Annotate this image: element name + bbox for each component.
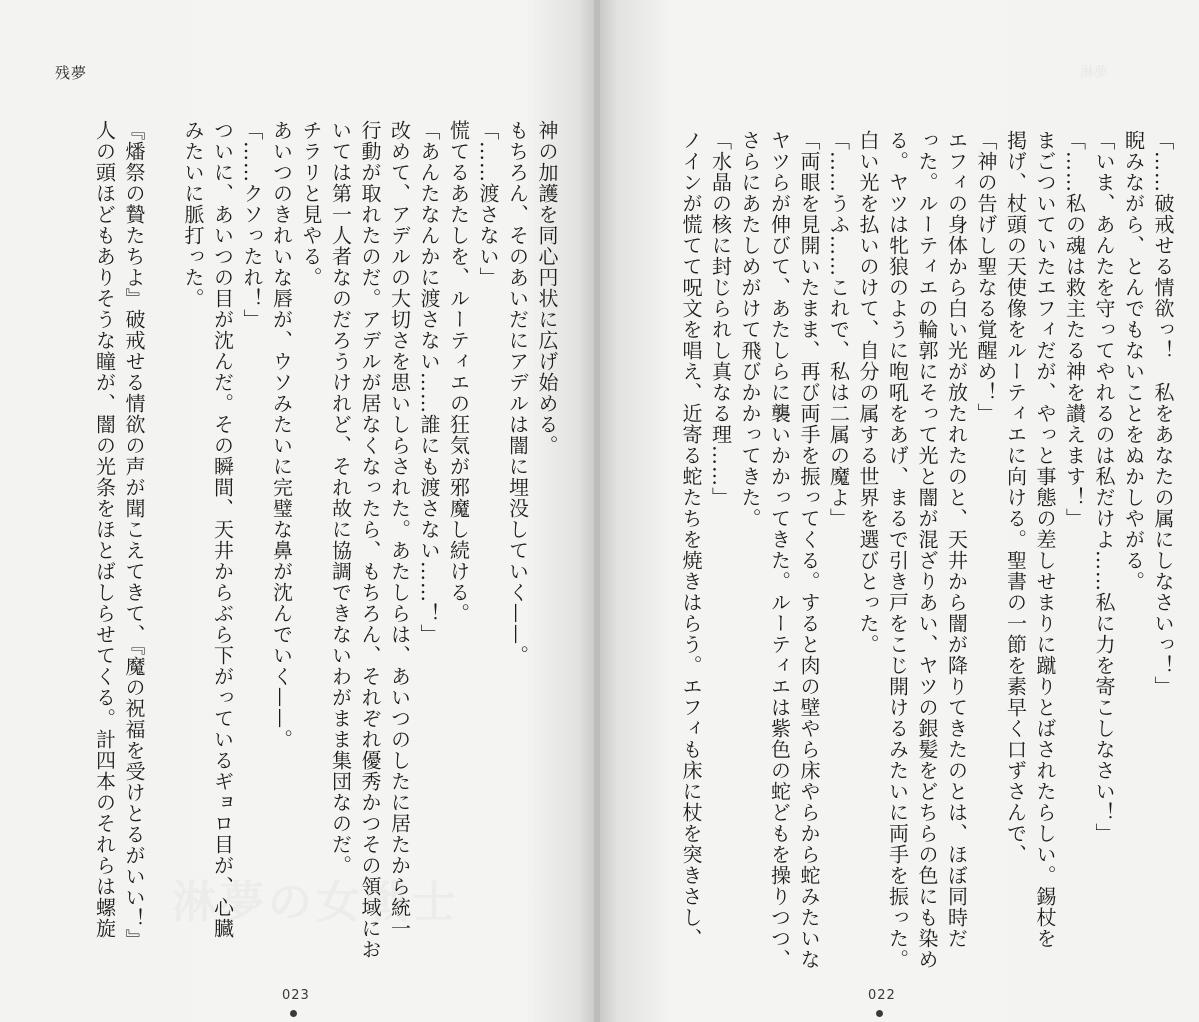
text-line: 掲げ、杖頭の天使像をルーティエに向ける。聖書の一節を素早く口ずさんで、 [1003, 130, 1028, 865]
text-line: 「両眼を見開いたまま、再び両手を振ってくる。すると肉の壁やら床やらから蛇みたいな [797, 130, 821, 970]
text-line: 人の頭ほどもありそうな瞳が、闇の光条をほとばしらせてくる。計四本のそれらは螺旋 [92, 120, 117, 939]
text-line: 白い光を払いのけて、自分の属する世界を選びとった。 [856, 130, 880, 655]
text-line: 睨みながら、とんでもないことをぬかしやがる。 [1121, 130, 1146, 592]
text-line: 神の加護を同心円状に広げ始める。 [535, 120, 559, 456]
text-line: 「いま、あんたを守ってやれるのは私だけよ……私に力を寄こしなさい！」 [1092, 130, 1116, 844]
text-line: ノインが慌てて呪文を唱え、近寄る蛇たちを焼きはらう。エフィも床に杖を突きさし、 [679, 130, 703, 949]
text-line: る。ヤツは牝狼のように咆吼をあげ、まるで引き戸をこじ開けるみたいに両手を振った。 [885, 130, 910, 970]
right-page [600, 0, 1199, 1022]
text-line: 行動が取れたのだ。アデルが居なくなったら、もちろん、それぞれ優秀かつその領域にお [358, 120, 382, 960]
text-line: 「……渡さない」 [476, 120, 500, 288]
text-line: 「……うふ……これで、私は二属の魔よ」 [826, 130, 851, 529]
page-number-left: 023 [282, 988, 310, 1003]
text-line: 「……破戒せる情欲っ！ 私をあなたの属にしなさいっ！」 [1151, 130, 1175, 697]
text-line: 「神の告げし聖なる覚醒め！」 [974, 130, 998, 424]
left-page [0, 0, 596, 1022]
folio-dot-left [290, 1010, 297, 1017]
page-number-right: 022 [868, 988, 896, 1003]
text-line: みたいに脈打った。 [181, 120, 205, 309]
text-line: 「……クソったれ！」 [240, 120, 264, 330]
text-line: 『燔祭の贄たちよ』破戒せる情欲の声が聞こえてきて、『魔の祝福を受けとるがいい！』 [122, 120, 146, 950]
text-line: あいつのきれいな唇が、ウソみたいに完璧な鼻が沈んでいく——。 [269, 120, 294, 750]
text-line: 「あんたなんかに渡さない……誰にも渡さない……！」 [417, 120, 441, 645]
running-head: 残夢 [55, 64, 88, 82]
text-line: 「水晶の核に封じられし真なる理……」 [708, 130, 733, 508]
background-watermark: 淋夢の女戦士 [172, 877, 460, 928]
text-line: 慌てるあたしを、ルーティエの狂気が邪魔し続ける。 [446, 120, 471, 624]
text-line: まごついていたエフィだが、やっと事態の差しせまりに蹴りとばされたらしい。錫杖を [1033, 130, 1057, 949]
folio-dot-right [876, 1010, 883, 1017]
text-line: もちろん、そのあいだにアデルは闇に埋没していく——。 [505, 120, 530, 666]
right-page-text [676, 130, 1178, 970]
ghost-header-mark: 淋夢 [1080, 65, 1108, 81]
text-line: ヤツらが伸びて、あたしらに襲いかかってきた。ルーティエは紫色の蛇どもを操りつつ、 [767, 130, 792, 970]
text-line: ついに、あいつの目が沈んだ。その瞬間、天井からぶら下がっているギョロ目が、心臓 [210, 120, 235, 939]
text-line: った。ルーティエの輪郭にそって光と闇が混ざりあい、ヤツの銀髪をどちらの色にも染め [915, 130, 939, 970]
text-line: 「……私の魂は救主たる神を讃えます！」 [1062, 130, 1087, 529]
text-line: 改めて、アデルの大切さを思いしらされた。あたしらは、あいつのしたに居たから統一 [387, 120, 412, 939]
text-line: エフィの身体から白い光が放たれたのと、天井から闇が降りてきたのとは、ほぼ同時だ [944, 130, 969, 949]
text-line: いては第一人者なのだろうけれど、それ故に協調できないわがまま集団なのだ。 [328, 120, 353, 876]
text-line: チラリと見やる。 [299, 120, 323, 288]
text-line: さらにあたしめがけて飛びかかってきた。 [738, 130, 762, 529]
text-line [148, 120, 178, 840]
